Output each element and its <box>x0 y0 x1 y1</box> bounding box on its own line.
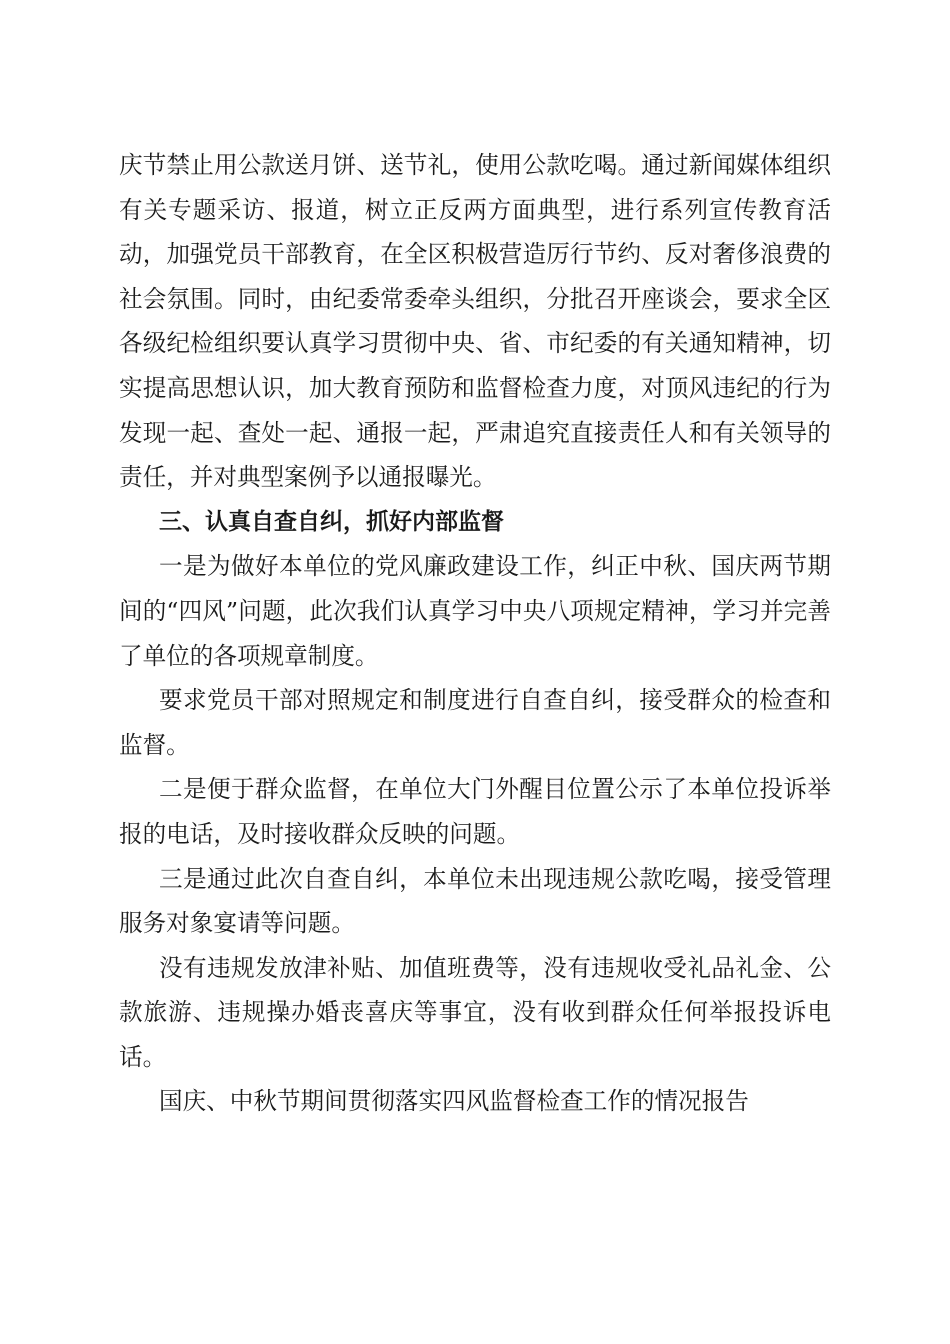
paragraph-rules-study: 一是为做好本单位的党风廉政建设工作，纠正中秋、国庆两节期间的“四风”问题，此次我们认真学习中央八项规定精神，学习并完善了单位的各项规章制度。 <box>119 552 831 670</box>
document-body <box>119 143 831 1124</box>
paragraph-publicity-education: 庆节禁止用公款送月饼、送节礼，使用公款吃喝。通过新闻媒体组织有关专题采访、报道，树立正反两方面典型，进行系列宣传教育活动，加强党员干部教育，在全区积极营造厉行节约、反对奢侈浪费的社会氛围。同时，由纪委常委牵头组织，分批召开座谈会，要求全区各级纪检组织要认真学习贯彻中央、省、市纪委的有关通知精神，切实提高思想认识，加大教育预防和监督检查力度，对顶风违纪的行为发现一起、查处一起、通报一起，严肃追究直接责任人和有关领导的责任，并对典型案例予以通报曝光。 <box>119 151 831 492</box>
paragraph-public-supervision: 二是便于群众监督，在单位大门外醒目位置公示了本单位投诉举报的电话，及时接收群众反映的问题。 <box>119 775 831 848</box>
paragraph-report-title: 国庆、中秋节期间贯彻落实四风监督检查工作的情况报告 <box>159 1087 749 1116</box>
section-heading-self-inspection: 三、认真自查自纠，抓好内部监督 <box>159 508 504 535</box>
paragraph-inspection-result: 三是通过此次自查自纠，本单位未出现违规公款吃喝，接受管理服务对象宴请等问题。 <box>119 864 831 938</box>
paragraph-self-correction: 要求党员干部对照规定和制度进行自查自纠，接受群众的检查和监督。 <box>119 686 831 759</box>
paragraph-no-violations: 没有违规发放津补贴、加值班费等，没有违规收受礼品礼金、公款旅游、违规操办婚丧喜庆等事宜，没有收到群众任何举报投诉电话。 <box>119 953 831 1071</box>
